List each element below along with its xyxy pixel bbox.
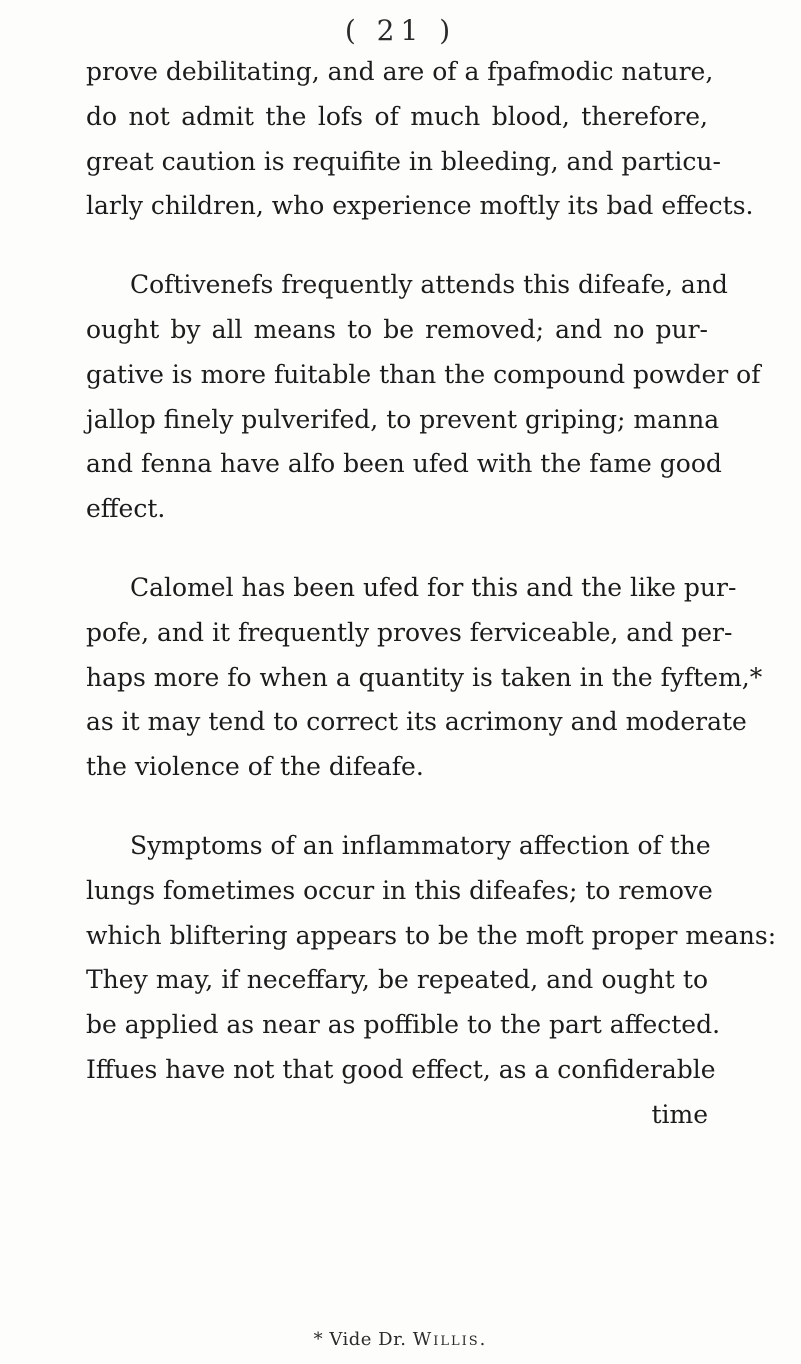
text-line: Calomel has been ufed for this and the like pur- bbox=[130, 572, 737, 602]
text-line: as it may tend to correct its acrimony and moderate bbox=[86, 707, 747, 737]
text-line: Iffues have not that good effect, as a confiderable bbox=[86, 1054, 716, 1084]
text-line: prove debilitating, and are of a fpafmodic nature, bbox=[86, 57, 714, 86]
text-line: gative is more fuitable than the compound powder of bbox=[86, 359, 761, 389]
text-line: Symptoms of an inflammatory affection of the bbox=[130, 830, 711, 860]
text-line: effect. bbox=[86, 494, 166, 524]
text-line: which bliftering appears to be the moft proper means: bbox=[86, 920, 777, 950]
paragraph-3 bbox=[86, 566, 763, 790]
paragraph-4 bbox=[86, 824, 777, 1138]
text-line: Coftivenefs frequently attends this difeafe, and bbox=[130, 270, 728, 300]
footnote bbox=[0, 1329, 801, 1350]
text-line: ought by all means to be removed; and no pur- bbox=[86, 314, 708, 344]
text-line: and fenna have alfo been ufed with the fame good bbox=[86, 449, 722, 479]
paragraph-1 bbox=[86, 50, 754, 229]
text-line: do not admit the lofs of much blood, therefore, bbox=[86, 101, 708, 131]
body-text bbox=[86, 50, 777, 1172]
text-line: haps more fo when a quantity is taken in the fyftem,* bbox=[86, 662, 763, 692]
text-line: great caution is requifite in bleeding, and particu- bbox=[86, 146, 721, 176]
catchword: time bbox=[651, 1099, 708, 1129]
text-line: jallop finely pulverifed, to prevent griping; manna bbox=[86, 404, 720, 434]
footnote-prefix: * Vide Dr. bbox=[313, 1329, 413, 1350]
text-line: They may, if neceffary, be repeated, and ought to bbox=[86, 965, 708, 995]
footnote-author: Willis. bbox=[412, 1329, 488, 1350]
text-line: lungs fometimes occur in this difeafes; to remove bbox=[86, 875, 713, 905]
text-line: pofe, and it frequently proves ferviceable, and per- bbox=[86, 617, 733, 647]
page-number: ( 21 ) bbox=[344, 14, 457, 47]
paragraph-2 bbox=[86, 263, 761, 532]
text-line: the violence of the difeafe. bbox=[86, 752, 424, 782]
text-line: be applied as near as poffible to the part affected. bbox=[86, 1010, 721, 1040]
text-line: larly children, who experience moftly its bad effects. bbox=[86, 191, 754, 221]
